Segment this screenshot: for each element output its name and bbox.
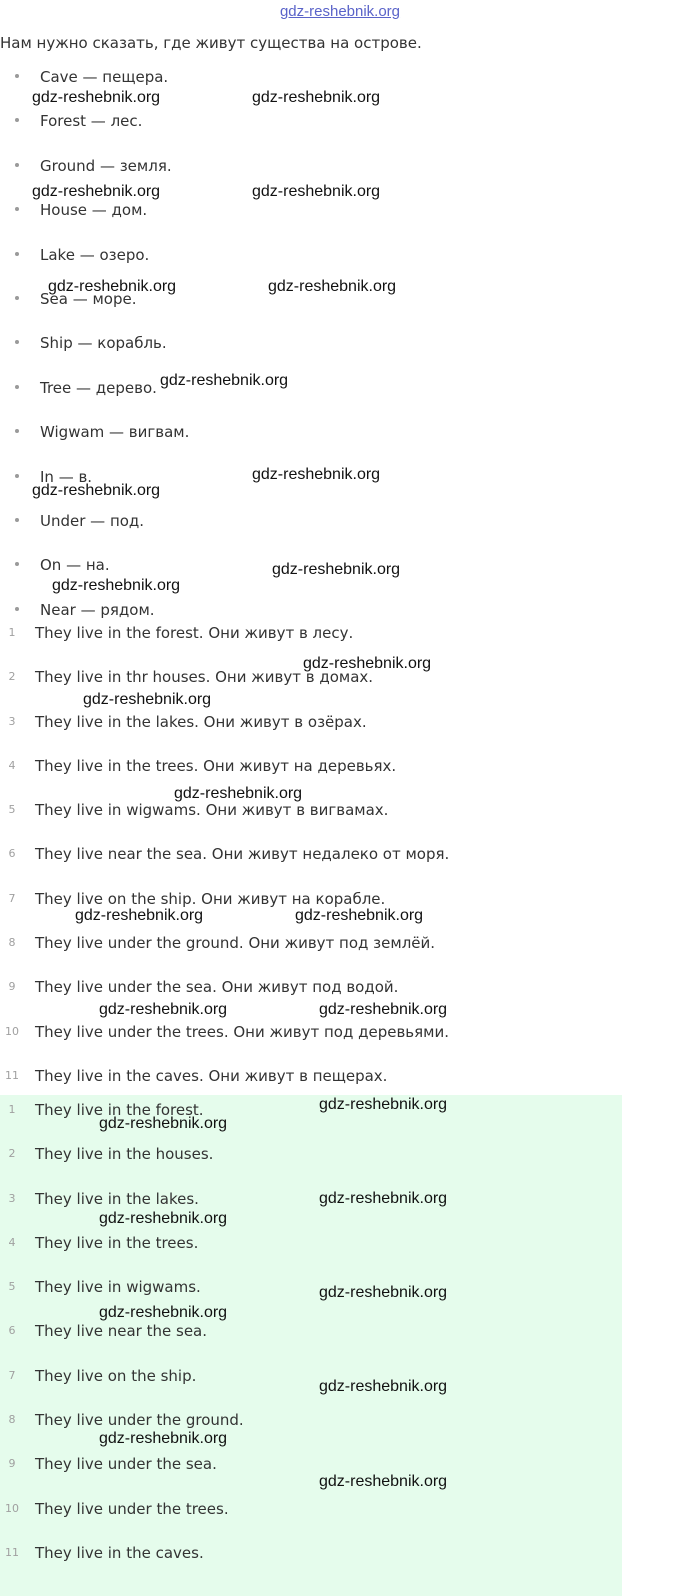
item-number: 7 bbox=[8, 1368, 16, 1382]
watermark: gdz-reshebnik.org bbox=[99, 1001, 228, 1018]
bullet-icon bbox=[15, 607, 19, 611]
intro-text: Нам нужно сказать, где живут существа на острове. bbox=[0, 34, 422, 52]
bullet-icon bbox=[15, 429, 19, 433]
answer-item bbox=[0, 1232, 244, 1276]
item-number: 4 bbox=[8, 758, 16, 772]
watermark: gdz-reshebnik.org bbox=[32, 89, 161, 106]
watermark: gdz-reshebnik.org bbox=[319, 1378, 448, 1395]
sentence-text: They live near the sea. Они живут недалеко от моря. bbox=[35, 845, 450, 864]
answer-text: They live under the ground. bbox=[35, 1411, 244, 1430]
sentence-text: They live in thr houses. Они живут в домах. bbox=[35, 668, 374, 687]
answer-item bbox=[0, 1099, 244, 1143]
watermark: gdz-reshebnik.org bbox=[32, 482, 161, 499]
watermark: gdz-reshebnik.org bbox=[32, 183, 161, 200]
watermark: gdz-reshebnik.org bbox=[295, 907, 424, 924]
bullet-icon bbox=[15, 74, 19, 78]
vocab-text: On — на. bbox=[40, 556, 110, 575]
vocab-item bbox=[0, 554, 189, 598]
watermark: gdz-reshebnik.org bbox=[99, 1304, 228, 1321]
answer-item bbox=[0, 1498, 244, 1542]
answer-text: They live in wigwams. bbox=[35, 1278, 201, 1297]
answer-item bbox=[0, 1320, 244, 1364]
sentence-text: They live under the ground. Они живут под землёй. bbox=[35, 934, 436, 953]
watermark: gdz-reshebnik.org bbox=[303, 655, 432, 672]
sentence-text: They live on the ship. Они живут на корабле. bbox=[35, 889, 386, 908]
vocabulary-list bbox=[0, 66, 189, 643]
sentence-text: They live in the caves. Они живут в пещерах. bbox=[35, 1066, 388, 1085]
vocab-text: Wigwam — вигвам. bbox=[40, 423, 190, 442]
vocab-text: Ship — корабль. bbox=[40, 334, 167, 353]
item-number: 3 bbox=[8, 1191, 16, 1205]
answer-list bbox=[0, 1099, 244, 1586]
vocab-text: In — в. bbox=[40, 467, 93, 486]
watermark: gdz-reshebnik.org bbox=[99, 1115, 228, 1132]
sentence-text: They live under the sea. Они живут под водой. bbox=[35, 978, 399, 997]
watermark: gdz-reshebnik.org bbox=[99, 1430, 228, 1447]
site-header-link[interactable]: gdz-reshebnik.org bbox=[279, 3, 401, 20]
answer-text: They live near the sea. bbox=[35, 1322, 208, 1341]
vocab-text: Cave — пещера. bbox=[40, 68, 169, 86]
vocab-item bbox=[0, 421, 189, 465]
vocab-item bbox=[0, 332, 189, 376]
item-number: 3 bbox=[8, 714, 16, 728]
sentence-item bbox=[0, 755, 449, 799]
sentence-item bbox=[0, 976, 449, 1020]
bullet-icon bbox=[15, 296, 19, 300]
answer-text: They live under the sea. bbox=[35, 1455, 217, 1474]
answer-text: They live in the trees. bbox=[35, 1233, 199, 1252]
item-number: 10 bbox=[5, 1501, 19, 1515]
vocab-text: Sea — море. bbox=[40, 289, 137, 308]
item-number: 5 bbox=[8, 803, 16, 817]
item-number: 1 bbox=[8, 626, 16, 639]
watermark: gdz-reshebnik.org bbox=[252, 466, 381, 483]
answer-item bbox=[0, 1453, 244, 1497]
watermark: gdz-reshebnik.org bbox=[268, 278, 397, 295]
vocab-item bbox=[0, 510, 189, 554]
answer-item bbox=[0, 1188, 244, 1232]
watermark: gdz-reshebnik.org bbox=[75, 907, 204, 924]
sentence-item bbox=[0, 622, 449, 666]
sentence-text: They live in the trees. Они живут на деревьях. bbox=[35, 756, 397, 775]
item-number: 6 bbox=[8, 1324, 16, 1338]
bullet-icon bbox=[15, 562, 19, 566]
sentence-item bbox=[0, 711, 449, 755]
bullet-icon bbox=[15, 385, 19, 389]
item-number: 9 bbox=[8, 1457, 16, 1471]
watermark: gdz-reshebnik.org bbox=[160, 372, 289, 389]
item-number: 6 bbox=[8, 847, 16, 861]
answer-text: They live under the trees. bbox=[35, 1499, 229, 1518]
item-number: 8 bbox=[8, 936, 16, 950]
item-number: 2 bbox=[8, 670, 16, 684]
bullet-icon bbox=[15, 252, 19, 256]
item-number: 10 bbox=[5, 1024, 19, 1038]
answer-text: They live in the forest. bbox=[35, 1101, 204, 1119]
sentence-text: They live in the forest. Они живут в лесу. bbox=[35, 624, 354, 642]
watermark: gdz-reshebnik.org bbox=[319, 1284, 448, 1301]
watermark: gdz-reshebnik.org bbox=[319, 1190, 448, 1207]
watermark: gdz-reshebnik.org bbox=[319, 1096, 448, 1113]
bullet-icon bbox=[15, 518, 19, 522]
vocab-text: Forest — лес. bbox=[40, 112, 143, 131]
vocab-item bbox=[0, 155, 189, 199]
vocab-item bbox=[0, 110, 189, 154]
watermark: gdz-reshebnik.org bbox=[83, 691, 212, 708]
watermark: gdz-reshebnik.org bbox=[99, 1210, 228, 1227]
watermark: gdz-reshebnik.org bbox=[174, 785, 303, 802]
bullet-icon bbox=[15, 474, 19, 478]
answer-item bbox=[0, 1542, 244, 1586]
vocab-item bbox=[0, 377, 189, 421]
answer-text: They live in the houses. bbox=[35, 1145, 214, 1164]
vocab-item bbox=[0, 288, 189, 332]
vocab-text: Near — рядом. bbox=[40, 600, 155, 619]
answer-item bbox=[0, 1365, 244, 1409]
watermark: gdz-reshebnik.org bbox=[48, 278, 177, 295]
answer-text: They live on the ship. bbox=[35, 1366, 197, 1385]
watermark: gdz-reshebnik.org bbox=[252, 183, 381, 200]
vocab-item bbox=[0, 66, 189, 110]
watermark: gdz-reshebnik.org bbox=[52, 577, 181, 594]
item-number: 1 bbox=[8, 1103, 16, 1116]
sentence-text: They live in the lakes. Они живут в озёрах. bbox=[35, 712, 367, 731]
sentence-item bbox=[0, 1021, 449, 1065]
item-number: 5 bbox=[8, 1280, 16, 1294]
vocab-text: Ground — земля. bbox=[40, 156, 172, 175]
bullet-icon bbox=[15, 340, 19, 344]
item-number: 11 bbox=[5, 1068, 19, 1082]
sentence-item bbox=[0, 843, 449, 887]
answer-item bbox=[0, 1409, 244, 1453]
vocab-item bbox=[0, 199, 189, 243]
sentence-text: They live in wigwams. Они живут в вигвамах. bbox=[35, 801, 389, 820]
item-number: 9 bbox=[8, 980, 16, 994]
sentence-item bbox=[0, 888, 449, 932]
item-number: 4 bbox=[8, 1235, 16, 1249]
sentence-item bbox=[0, 666, 449, 710]
answer-text: They live in the lakes. bbox=[35, 1189, 199, 1208]
vocab-text: Under — под. bbox=[40, 511, 145, 530]
item-number: 8 bbox=[8, 1413, 16, 1427]
vocab-item bbox=[0, 466, 189, 510]
bullet-icon bbox=[15, 163, 19, 167]
answer-text: They live in the caves. bbox=[35, 1543, 204, 1562]
sentence-text: They live under the trees. Они живут под деревьями. bbox=[35, 1022, 449, 1041]
sentence-item bbox=[0, 799, 449, 843]
vocab-text: Lake — озеро. bbox=[40, 245, 150, 264]
vocab-item bbox=[0, 244, 189, 288]
sentence-list bbox=[0, 622, 449, 1109]
sentence-item bbox=[0, 932, 449, 976]
watermark: gdz-reshebnik.org bbox=[272, 561, 401, 578]
bullet-icon bbox=[15, 207, 19, 211]
item-number: 2 bbox=[8, 1147, 16, 1161]
answer-item bbox=[0, 1143, 244, 1187]
answer-item bbox=[0, 1276, 244, 1320]
watermark: gdz-reshebnik.org bbox=[319, 1001, 448, 1018]
item-number: 11 bbox=[5, 1545, 19, 1559]
vocab-text: Tree — дерево. bbox=[40, 378, 157, 397]
bullet-icon bbox=[15, 118, 19, 122]
watermark: gdz-reshebnik.org bbox=[319, 1473, 448, 1490]
vocab-text: House — дом. bbox=[40, 201, 148, 220]
watermark: gdz-reshebnik.org bbox=[252, 89, 381, 106]
item-number: 7 bbox=[8, 891, 16, 905]
